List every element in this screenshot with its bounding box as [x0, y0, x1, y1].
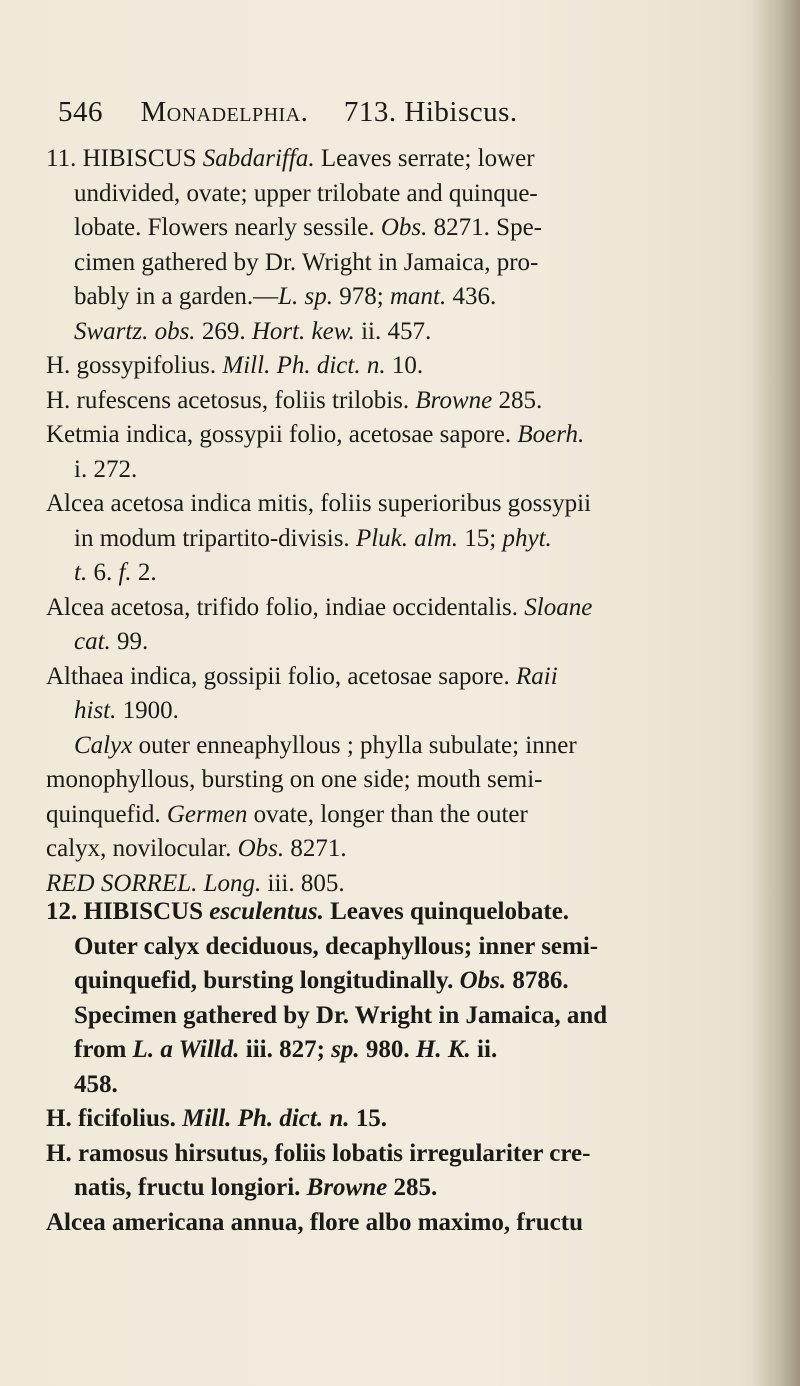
italic-run: Raii [515, 662, 558, 690]
italic-run: RED SORREL. [46, 869, 198, 897]
text-line [46, 556, 736, 591]
text-line [46, 487, 736, 522]
entry-11 [46, 142, 736, 901]
text-line [46, 1206, 736, 1241]
text-run: 15; [458, 524, 503, 552]
text-run: Alcea acetosa, trifido folio, indiae occidentalis. [46, 593, 525, 621]
text-line [46, 999, 736, 1034]
text-run: from [74, 1036, 133, 1063]
text-line [46, 832, 736, 867]
text-run: i. 272. [74, 455, 138, 483]
text-line [46, 729, 736, 764]
text-line [46, 660, 736, 695]
text-run: 980. [359, 1036, 416, 1063]
text-line [46, 591, 736, 626]
text-run: Althaea indica, gossipii folio, acetosae sapore. [46, 662, 516, 690]
italic-run: Mill. Ph. dict. n. [182, 1105, 350, 1132]
text-run: 11. HIBISCUS [46, 145, 203, 172]
italic-run: H. K. [415, 1036, 471, 1063]
text-run: iii. 827; [239, 1036, 332, 1063]
italic-run: Hort. kew. [251, 317, 355, 345]
text-run: lobate. Flowers nearly sessile. [74, 214, 381, 241]
text-run: 285. [492, 386, 543, 414]
italic-run: f. [118, 559, 132, 586]
text-line [46, 694, 736, 729]
text-run: monophyllous, bursting on one side; mouth semi- [46, 766, 543, 793]
text-run: Outer calyx deciduous, decaphyllous; inner semi- [74, 932, 599, 960]
text-run: H. ramosus hirsutus, foliis lobatis irregulariter cre- [46, 1139, 591, 1167]
text-run: H. rufescens acetosus, foliis trilobis. [46, 386, 416, 414]
italic-run: Sloane [524, 593, 593, 621]
text-run: 8271. [284, 835, 347, 862]
text-run: Alcea acetosa indica mitis, foliis superioribus gossypii [46, 490, 592, 517]
italic-run: Sabdariffa. [202, 145, 315, 172]
class-name: Monadelphia. [140, 96, 309, 128]
text-line [46, 418, 736, 453]
italic-run: L. [278, 283, 299, 310]
italic-run: Swartz. obs. [74, 317, 196, 345]
text-run: natis, fructu longiori. [74, 1174, 307, 1201]
text-run: 15. [349, 1105, 387, 1132]
text-run: quinquefid, bursting longitudinally. [74, 967, 460, 994]
text-line [46, 1171, 736, 1206]
page-edge-shadow [752, 0, 800, 1386]
text-line [46, 1137, 736, 1172]
text-line [46, 522, 736, 557]
text-run: quinquefid. [46, 800, 167, 828]
text-run: 1900. [116, 697, 179, 724]
text-line [46, 1033, 736, 1068]
text-run: Leaves quinquelobate. [323, 898, 570, 925]
text-line [46, 1102, 736, 1137]
italic-run: mant. [389, 283, 447, 310]
italic-run: cat. [74, 628, 111, 655]
text-line [46, 384, 736, 419]
text-line [46, 930, 736, 965]
text-line [46, 315, 736, 350]
italic-run: Mill. Ph. dict. n. [222, 352, 386, 379]
text-run: Alcea americana annua, flore albo maximo, fructu [46, 1208, 583, 1236]
text-line [46, 280, 736, 315]
text-run: 12. HIBISCUS [46, 898, 210, 925]
italic-run: L. a Willd. [132, 1036, 240, 1063]
text-run: 285. [387, 1174, 438, 1201]
italic-run: sp. [304, 283, 333, 310]
text-run: ii. [470, 1036, 498, 1063]
text-run: H. gossypifolius. [46, 352, 223, 379]
text-run: 99. [110, 628, 149, 655]
text-run: 6. [87, 559, 119, 586]
text-line [46, 142, 736, 177]
text-run: 269. [195, 317, 252, 345]
italic-run: Obs. [380, 214, 428, 241]
italic-run: Boerh. [517, 421, 585, 448]
text-run: ovate, longer than the outer [247, 800, 528, 828]
text-run: 436. [446, 283, 497, 310]
text-run: H. ficifolius. [46, 1105, 183, 1132]
text-run: iii. 805. [261, 869, 345, 897]
italic-run: hist. [74, 697, 117, 724]
text-run: 8786. [506, 967, 569, 994]
italic-run: t. [74, 559, 88, 586]
text-run: 458. [74, 1070, 118, 1098]
text-run: outer enneaphyllous ; phylla subulate; inner [132, 731, 577, 759]
text-line [46, 453, 736, 488]
text-run: calyx, novilocular. [46, 835, 238, 862]
running-header [58, 96, 718, 129]
italic-run: Browne [415, 386, 493, 414]
text-line [46, 349, 736, 384]
text-run: undivided, ovate; upper trilobate and quinque- [74, 179, 538, 207]
text-line [46, 177, 736, 212]
italic-run: Calyx [74, 731, 133, 759]
italic-run: Long. [203, 869, 262, 897]
text-run: Ketmia indica, gossypii folio, acetosae sapore. [46, 421, 518, 448]
text-run: Leaves serrate; lower [314, 145, 535, 172]
text-line [46, 895, 736, 930]
genus-heading: 713. Hibiscus. [343, 96, 518, 128]
text-run: 10. [385, 352, 424, 379]
italic-run: esculentus. [209, 898, 324, 925]
text-line [46, 763, 736, 798]
italic-run: Obs. [237, 835, 285, 862]
text-run: 2. [131, 559, 157, 586]
text-line [46, 964, 736, 999]
text-run: ii. 457. [354, 317, 432, 345]
italic-run: phyt. [502, 524, 552, 552]
italic-run: Germen [166, 800, 248, 828]
page-number: 546 [58, 96, 103, 128]
text-run: 8271. Spe- [427, 214, 542, 241]
italic-run: sp. [331, 1036, 360, 1063]
text-run: in modum tripartito-divisis. [74, 524, 356, 552]
text-run: 978; [333, 283, 390, 310]
text-run: Specimen gathered by Dr. Wright in Jamaica, and [74, 1001, 608, 1029]
text-line [46, 798, 736, 833]
italic-run: Browne [306, 1174, 388, 1201]
text-line [46, 1068, 736, 1103]
text-run: cimen gathered by Dr. Wright in Jamaica, pro- [74, 248, 539, 276]
text-run: bably in a garden.— [74, 283, 279, 310]
text-line [46, 625, 736, 660]
italic-run: Pluk. alm. [355, 524, 459, 552]
entry-12 [46, 895, 736, 1240]
text-line [46, 246, 736, 281]
italic-run: Obs. [459, 967, 507, 994]
text-line [46, 211, 736, 246]
